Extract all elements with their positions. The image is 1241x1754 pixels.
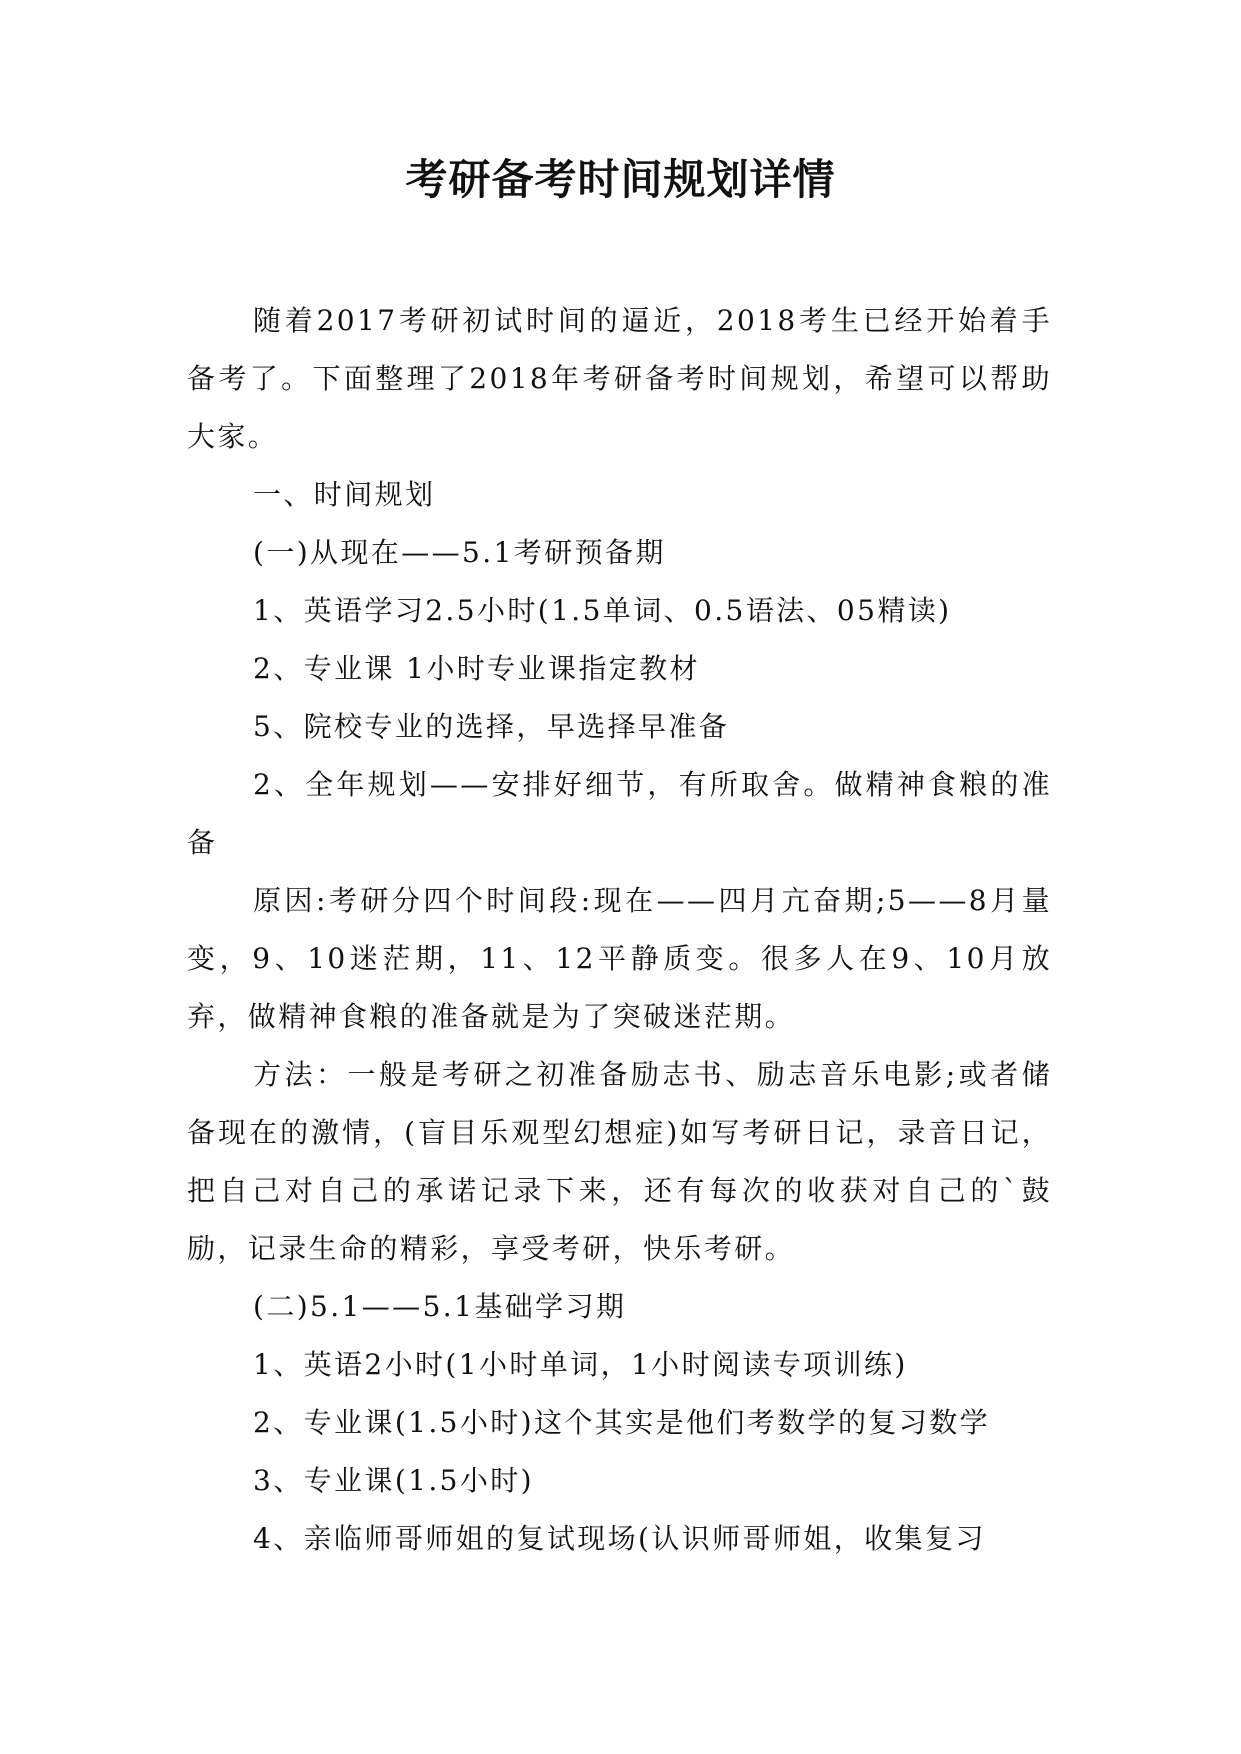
list-item-major-course: 2、专业课 1小时专业课指定教材 [253, 652, 700, 685]
document-title: 考研备考时间规划详情 [405, 155, 836, 204]
paragraph-reason: 原因:考研分四个时间段:现在——四月亢奋期;5——8月量变，9、10迷茫期，11、12平静质变。很多人在9、10月放弃，做精神食粮的准备就是为了突破迷茫期。 [187, 884, 1052, 1033]
document-body [187, 292, 1052, 1568]
list-item-major-math: 2、专业课(1.5小时)这个其实是他们考数学的复习数学 [253, 1406, 990, 1439]
list-item-english-2h: 1、英语2小时(1小时单词，1小时阅读专项训练) [253, 1348, 908, 1381]
subsection-heading-foundation-period: (二)5.1——5.1基础学习期 [253, 1290, 627, 1323]
list-item-major-course-2: 3、专业课(1.5小时) [253, 1464, 534, 1497]
list-item-english-study: 1、英语学习2.5小时(1.5单词、0.5语法、05精读) [253, 594, 952, 627]
section-heading-time-plan: 一、时间规划 [253, 478, 436, 511]
paragraph-intro: 随着2017考研初试时间的逼近，2018考生已经开始着手备考了。下面整理了2018年考研备考时间规划，希望可以帮助大家。 [187, 304, 1052, 453]
subsection-heading-prep-period: (一)从现在——5.1考研预备期 [253, 536, 666, 569]
list-item-retest-visit: 4、亲临师哥师姐的复试现场(认识师哥师姐，收集复习 [253, 1522, 986, 1555]
paragraph-method: 方法：一般是考研之初准备励志书、励志音乐电影;或者储备现在的激情，(盲目乐观型幻想症)如写考研日记，录音日记，把自己对自己的承诺记录下来，还有每次的收获对自己的`鼓励，记录生命的精彩，享受考研，快乐考研。 [187, 1058, 1052, 1265]
list-item-school-selection: 5、院校专业的选择，早选择早准备 [253, 710, 730, 743]
list-item-annual-plan: 2、全年规划——安排好细节，有所取舍。做精神食粮的准备 [187, 768, 1052, 859]
